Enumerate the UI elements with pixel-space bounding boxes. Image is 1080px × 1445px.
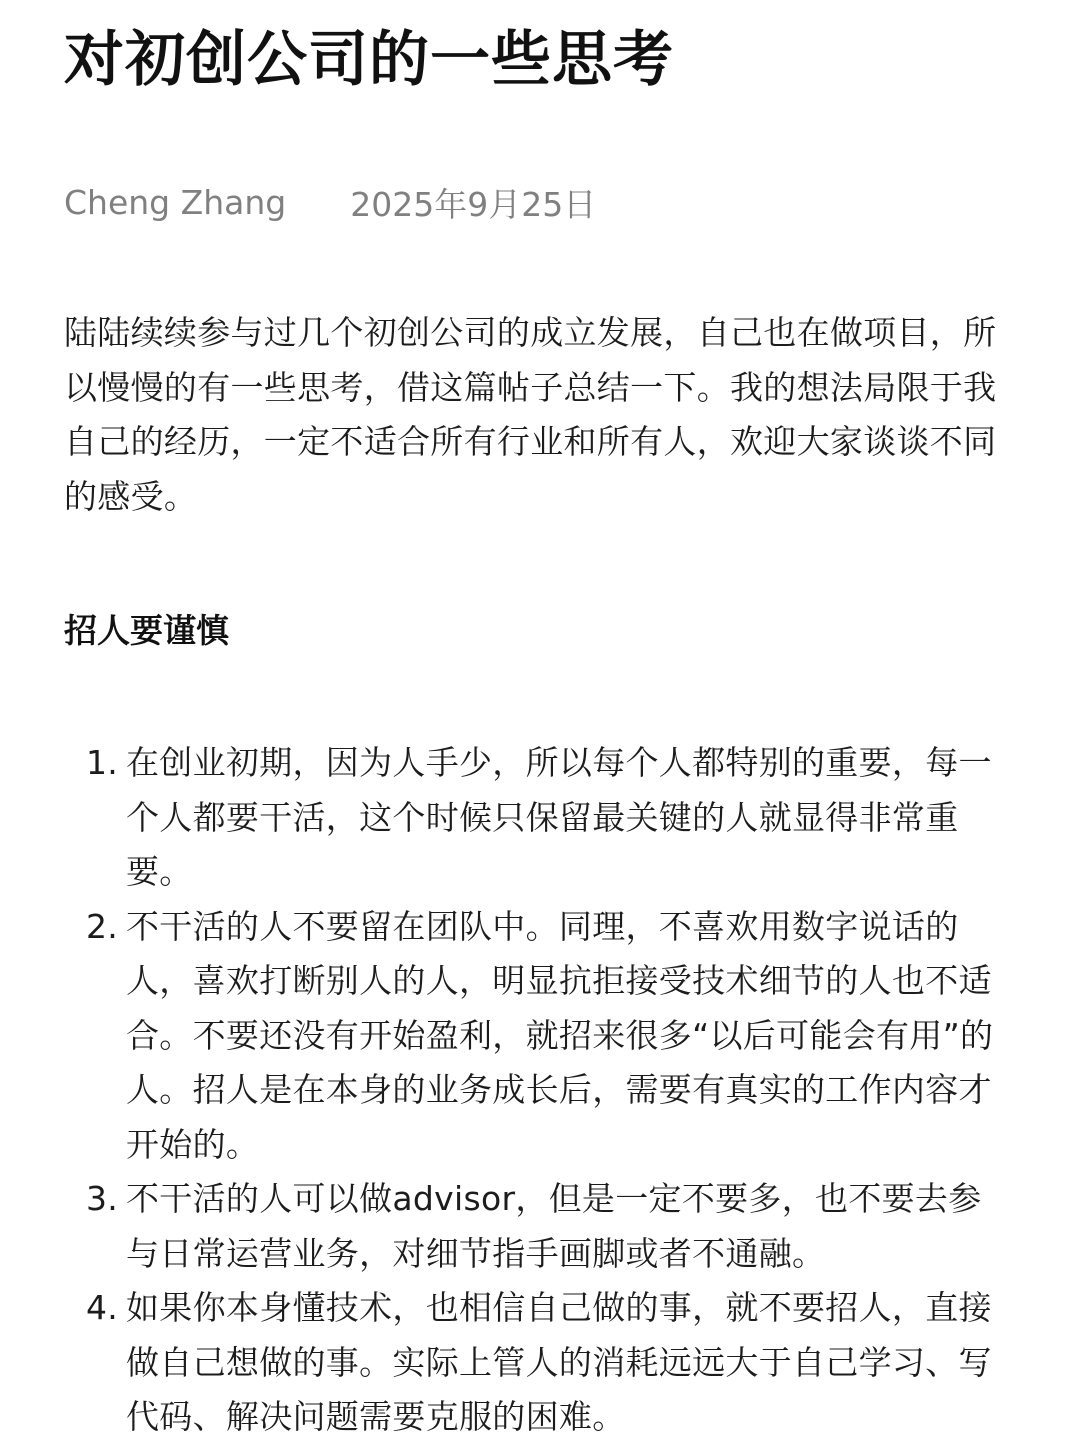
list-item-text: 在创业初期，因为人手少，所以每个人都特别的重要，每一个人都要干活，这个时候只保留最关键的人就显得非常重要。 xyxy=(126,743,992,891)
list-item xyxy=(64,1281,1004,1445)
list-item-text: 如果你本身懂技术，也相信自己做的事，就不要招人，直接做自己想做的事。实际上管人的消耗远远大于自己学习、写代码、解决问题需要克服的困难。 xyxy=(126,1288,992,1436)
section-heading: 招人要谨慎 xyxy=(64,611,229,650)
list-item-number: 1. xyxy=(86,743,119,782)
list-item xyxy=(64,900,1004,1173)
list-item-text: 不干活的人不要留在团队中。同理，不喜欢用数字说话的人，喜欢打断别人的人，明显抗拒接受技术细节的人也不适合。不要还没有开始盈利，就招来很多“以后可能会有用”的人。招人是在本身的业务成长后，需要有真实的工作内容才开始的。 xyxy=(126,906,994,1164)
hiring-tips-list xyxy=(64,736,1004,1445)
list-item-number: 2. xyxy=(86,906,119,946)
intro-paragraph: 陆陆续续参与过几个初创公司的成立发展，自己也在做项目，所以慢慢的有一些思考，借这篇帖子总结一下。我的想法局限于我自己的经历，一定不适合所有行业和所有人，欢迎大家谈谈不同的感受。 xyxy=(64,313,997,516)
article-title: 对初创公司的一些思考 xyxy=(64,25,674,95)
list-item-text: 不干活的人可以做advisor，但是一定不要多，也不要去参与日常运营业务，对细节指手画脚或者不通融。 xyxy=(126,1179,982,1273)
list-item-number: 4. xyxy=(86,1288,119,1327)
article xyxy=(64,0,1004,1445)
publish-date: 2025年9月25日 xyxy=(350,184,597,224)
author-name[interactable]: Cheng Zhang xyxy=(64,182,287,222)
article-meta xyxy=(64,180,1004,224)
list-item xyxy=(64,736,1004,900)
list-item-number: 3. xyxy=(86,1179,119,1218)
list-item xyxy=(64,1172,1004,1281)
